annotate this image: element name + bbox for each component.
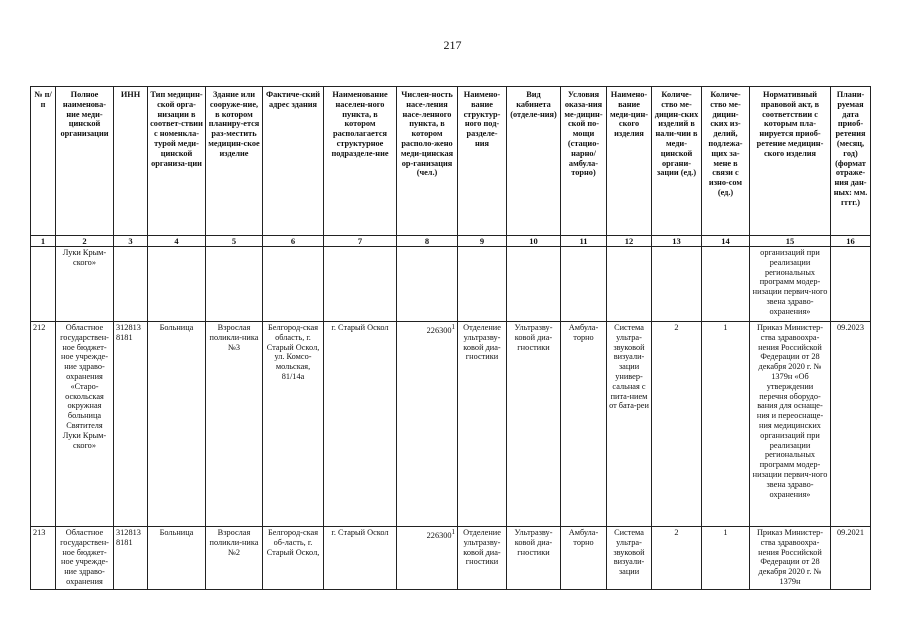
cell-settlement: г. Старый Оскол bbox=[324, 527, 397, 590]
cell-cabinet: Ультразву-ковой диа-гностики bbox=[507, 322, 561, 527]
header-cell: Наименование населен-ного пункта, в котором располагается структурное подразделе-ние bbox=[324, 87, 397, 236]
column-number: 3 bbox=[114, 236, 148, 247]
cell-empty bbox=[652, 247, 702, 322]
header-cell: Здание или сооруже-ние, в котором планиру-ется раз-местить медицин-ское изделие bbox=[206, 87, 263, 236]
column-number: 13 bbox=[652, 236, 702, 247]
footnote-mark: 1 bbox=[451, 529, 455, 536]
column-number: 8 bbox=[397, 236, 458, 247]
cell-conditions: Амбула-торно bbox=[561, 322, 607, 527]
medical-equipment-table bbox=[30, 86, 871, 590]
cell-type: Больница bbox=[148, 322, 206, 527]
cell-empty bbox=[263, 247, 324, 322]
column-number: 14 bbox=[702, 236, 750, 247]
cell-num: 213 bbox=[31, 527, 56, 590]
column-number: 10 bbox=[507, 236, 561, 247]
cell-type: Больница bbox=[148, 527, 206, 590]
cell-date: 09.2023 bbox=[831, 322, 871, 527]
cell-inn: 312813 8181 bbox=[114, 527, 148, 590]
header-row bbox=[31, 87, 871, 236]
table-row bbox=[31, 527, 871, 590]
cell-cabinet: Ультразву-ковой диа-гностики bbox=[507, 527, 561, 590]
cell-building: Взрослая поликли-ника №2 bbox=[206, 527, 263, 590]
header-cell: Количе-ство ме-дицин-ских изделий в нали-чии в меди-цинской органи-зации (ед.) bbox=[652, 87, 702, 236]
cell-date: 09.2021 bbox=[831, 527, 871, 590]
column-number: 9 bbox=[458, 236, 507, 247]
header-cell: № п/п bbox=[31, 87, 56, 236]
cell-empty bbox=[831, 247, 871, 322]
header-cell: ИНН bbox=[114, 87, 148, 236]
cell-address: Белгород-ская об-ласть, г. Старый Оскол, bbox=[263, 527, 324, 590]
header-cell: Полное наименова-ние меди-цинской организации bbox=[56, 87, 114, 236]
cell-empty bbox=[702, 247, 750, 322]
cell-unit: Отделение ультразву-ковой диа-гностики bbox=[458, 527, 507, 590]
population-value: 226300 bbox=[426, 530, 452, 540]
cell-settlement: г. Старый Оскол bbox=[324, 322, 397, 527]
cell-qty-available: 2 bbox=[652, 322, 702, 527]
cell-qty-replace: 1 bbox=[702, 527, 750, 590]
page-number: 217 bbox=[443, 38, 462, 52]
cell-act: Приказ Министер-ства здравоохра-нения Российской Федерации от 28 декабря 2020 г. № 1379н bbox=[750, 527, 831, 590]
column-number: 11 bbox=[561, 236, 607, 247]
cell-org-name: Областное государствен-ное бюджет-ное учрежде-ние здраво-охранения bbox=[56, 527, 114, 590]
table-row bbox=[31, 322, 871, 527]
cell-num: 212 bbox=[31, 322, 56, 527]
column-number: 7 bbox=[324, 236, 397, 247]
cell-empty bbox=[206, 247, 263, 322]
header-cell: Фактиче-ский адрес здания bbox=[263, 87, 324, 236]
column-number: 6 bbox=[263, 236, 324, 247]
column-number: 15 bbox=[750, 236, 831, 247]
cell-inn: 312813 8181 bbox=[114, 322, 148, 527]
header-cell: Условия оказа-ния ме-дицин-ской по-мощи (стацио-нарно/ амбула-торно) bbox=[561, 87, 607, 236]
cell-org-name: Областное государствен-ное бюджет-ное учрежде-ние здраво-охранения «Старо-оскольская окружная больница Святителя Луки Крым-ского» bbox=[56, 322, 114, 527]
header-cell: Тип медицин-ской орга-низации в соответ-ствии с номенкла-турой меди-цинской организа-ции bbox=[148, 87, 206, 236]
cell-empty bbox=[114, 247, 148, 322]
cell-qty-replace: 1 bbox=[702, 322, 750, 527]
header-cell: Вид кабинета (отделе-ния) bbox=[507, 87, 561, 236]
header-cell: Плани-руемая дата приоб-ретения (месяц, год) (формат отраже-ния дан-ных: мм. гггг.) bbox=[831, 87, 871, 236]
cell-device: Система ультра-звуковой визуали-зации универ-сальная с пита-нием от бата-реи bbox=[607, 322, 652, 527]
cell-empty bbox=[324, 247, 397, 322]
column-number: 2 bbox=[56, 236, 114, 247]
header-cell: Наимено-вание структур-ного под-разделе-ния bbox=[458, 87, 507, 236]
cell-empty bbox=[561, 247, 607, 322]
population-value: 226300 bbox=[426, 325, 452, 335]
cell-qty-available: 2 bbox=[652, 527, 702, 590]
header-cell: Нормативный правовой акт, в соответствии с которым пла-нируется приоб-ретение медицин-ского изделия bbox=[750, 87, 831, 236]
cell-device: Система ультра-звуковой визуали-зации bbox=[607, 527, 652, 590]
cell-empty bbox=[148, 247, 206, 322]
header-cell: Числен-ность насе-ления насе-ленного пункта, в котором располо-жено меди-цинская ор-ганизация (чел.) bbox=[397, 87, 458, 236]
cell-building: Взрослая поликли-ника №3 bbox=[206, 322, 263, 527]
cell-population bbox=[397, 527, 458, 590]
cell-empty bbox=[507, 247, 561, 322]
column-number: 12 bbox=[607, 236, 652, 247]
cell-conditions: Амбула-торно bbox=[561, 527, 607, 590]
column-number: 1 bbox=[31, 236, 56, 247]
column-number: 16 bbox=[831, 236, 871, 247]
cell-empty bbox=[397, 247, 458, 322]
cell-act: организаций при реализации региональных программ модер-низации первич-ного звена здраво-охранения» bbox=[750, 247, 831, 322]
cell-empty bbox=[607, 247, 652, 322]
column-number: 4 bbox=[148, 236, 206, 247]
header-cell: Наимено-вание меди-цин-ского изделия bbox=[607, 87, 652, 236]
cell-population bbox=[397, 322, 458, 527]
cell-unit: Отделение ультразву-ковой диа-гностики bbox=[458, 322, 507, 527]
cell-org-name: Луки Крым-ского» bbox=[56, 247, 114, 322]
column-number: 5 bbox=[206, 236, 263, 247]
cell-empty bbox=[458, 247, 507, 322]
header-cell: Количе-ство ме-дицин-ских из-делий, подлежа-щих за-мене в связи с изно-сом (ед.) bbox=[702, 87, 750, 236]
cell-address: Белгород-ская область, г. Старый Оскол, ул. Комсо-мольская, 81/14а bbox=[263, 322, 324, 527]
cell-empty bbox=[31, 247, 56, 322]
cell-act: Приказ Министер-ства здравоохра-нения Российской Федерации от 28 декабря 2020 г. № 1379н «Об утверждении перечня оборудо-вания для оснаще-ния и переоснаще-ния медицинских организаций при реализации региональных программ модер-низации первич-ного звена здраво-охранения» bbox=[750, 322, 831, 527]
continuation-row bbox=[31, 247, 871, 322]
column-number-row bbox=[31, 236, 871, 247]
footnote-mark: 1 bbox=[451, 324, 455, 331]
